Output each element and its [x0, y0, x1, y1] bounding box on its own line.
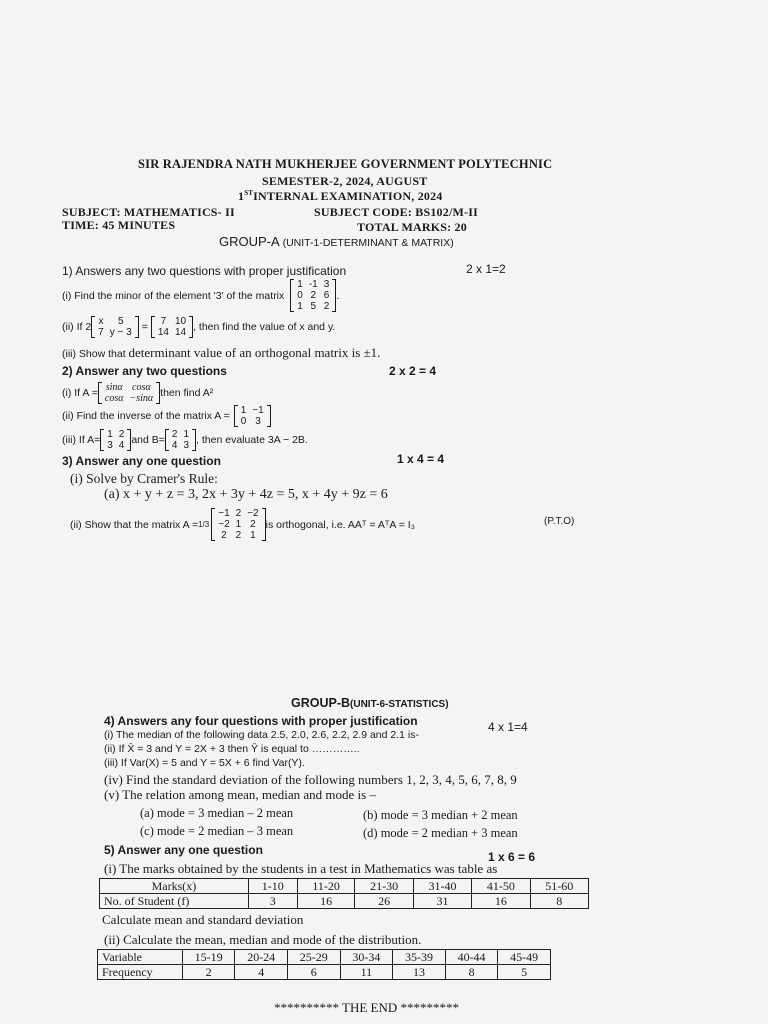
subject-code: SUBJECT CODE: BS102/M-II — [314, 205, 478, 219]
q1-ii-matrix-left: x 5 7 y − 3 — [91, 316, 139, 338]
table-cell: Marks(x) — [100, 879, 249, 894]
distribution-table — [97, 949, 551, 980]
q1-i: (i) Find the minor of the element '3' of the matrix 1 -1 3 0 2 6 1 5 2 . — [62, 279, 340, 312]
option-a: (a) mode = 3 median – 2 mean — [140, 806, 294, 820]
table-cell: 8 — [445, 965, 498, 980]
q2-ii-matrix: 1 −1 0 3 — [234, 405, 271, 427]
pto-note: (P.T.O) — [544, 516, 575, 527]
table-cell: 21-30 — [355, 879, 413, 894]
table-cell: 35-39 — [393, 950, 446, 965]
total-marks: TOTAL MARKS: 20 — [357, 220, 467, 234]
table-cell: 20-24 — [235, 950, 288, 965]
table-cell: Variable — [98, 950, 183, 965]
table-cell: 26 — [355, 894, 413, 909]
q1-ii: (ii) If 2 x 5 7 y − 3 = 7 10 14 14 , then find the value of x and y. — [62, 316, 336, 338]
table-cell: 11 — [340, 965, 393, 980]
group-b-title: GROUP-B(UNIT-6-STATISTICS) — [291, 696, 449, 710]
table-row — [98, 950, 551, 965]
q1-heading: 1) Answers any two questions with proper justification — [62, 264, 347, 278]
table-cell: 4 — [235, 965, 288, 980]
q3-ii-matrix: −1 2 −2 −2 1 2 2 2 1 — [211, 508, 265, 541]
table-cell: 16 — [472, 894, 530, 909]
q2-iii: (iii) If A= 1 2 3 4 and B= 2 1 4 3 , then evaluate 3A − 2B. — [62, 429, 308, 451]
table-cell: 41-50 — [472, 879, 530, 894]
table-cell: 16 — [297, 894, 355, 909]
q5-i-instruction: Calculate mean and standard deviation — [102, 912, 304, 927]
group-a-title: GROUP-A (UNIT-1-DETERMINANT & MATRIX) — [219, 234, 454, 249]
table-cell: 8 — [530, 894, 588, 909]
q4-marks: 4 x 1=4 — [488, 720, 528, 734]
table-cell: 51-60 — [530, 879, 588, 894]
option-d: (d) mode = 2 median + 3 mean — [363, 826, 518, 840]
option-b: (b) mode = 3 median + 2 mean — [363, 808, 518, 822]
q4-v: (v) The relation among mean, median and mode is – — [104, 787, 376, 802]
q3-i: (i) Solve by Cramer's Rule: — [70, 471, 218, 486]
q2-marks: 2 x 2 = 4 — [389, 364, 437, 378]
table-cell: 40-44 — [445, 950, 498, 965]
the-end: ********** THE END ********* — [274, 1000, 460, 1015]
subject: SUBJECT: MATHEMATICS- II — [62, 205, 235, 219]
table-cell: 11-20 — [297, 879, 355, 894]
table-cell: 1-10 — [248, 879, 297, 894]
q1-ii-matrix-right: 7 10 14 14 — [151, 316, 193, 338]
exam-line: 1STINTERNAL EXAMINATION, 2024 — [238, 189, 443, 203]
time: TIME: 45 MINUTES — [62, 218, 176, 232]
q5-ii: (ii) Calculate the mean, median and mode of the distribution. — [104, 932, 422, 947]
table-row — [100, 879, 589, 894]
table-cell: No. of Student (f) — [100, 894, 249, 909]
q5-i: (i) The marks obtained by the students in a test in Mathematics was table as — [104, 861, 498, 876]
q1-iii: (iii) Show that determinant value of an orthogonal matrix is ±1. — [62, 345, 381, 360]
table-cell: 13 — [393, 965, 446, 980]
q3-ii: (ii) Show that the matrix A = 1/3 −1 2 −2 −2 1 2 2 2 1 is orthogonal, i.e. AAᵀ = AᵀA = I₃ — [70, 508, 415, 541]
table-cell: Frequency — [98, 965, 183, 980]
marks-table — [99, 878, 589, 909]
q4-ii: (ii) If X̄ = 3 and Y = 2X + 3 then Ȳ is equal to ………….. — [104, 743, 360, 755]
q2-i-matrix: sinα cosα cosα −sinα — [98, 382, 160, 404]
table-cell: 6 — [287, 965, 340, 980]
table-cell: 31-40 — [413, 879, 471, 894]
q2-iii-matrix-a: 1 2 3 4 — [100, 429, 131, 451]
table-cell: 5 — [498, 965, 551, 980]
table-cell: 2 — [182, 965, 235, 980]
table-cell: 15-19 — [182, 950, 235, 965]
q2-i: (i) If A = sinα cosα cosα −sinα then find A² — [62, 382, 214, 404]
table-row — [98, 965, 551, 980]
q1-i-matrix: 1 -1 3 0 2 6 1 5 2 — [290, 279, 336, 312]
table-cell: 3 — [248, 894, 297, 909]
semester-line: SEMESTER-2, 2024, AUGUST — [262, 174, 428, 188]
table-row — [100, 894, 589, 909]
q2-heading: 2) Answer any two questions — [62, 364, 227, 378]
table-cell: 30-34 — [340, 950, 393, 965]
q4-iii: (iii) If Var(X) = 5 and Y = 5X + 6 find Var(Y). — [104, 757, 305, 769]
q5-marks: 1 x 6 = 6 — [488, 850, 536, 864]
q3-marks: 1 x 4 = 4 — [397, 452, 445, 466]
table-cell: 25-29 — [287, 950, 340, 965]
q3-i-equation: (a) x + y + z = 3, 2x + 3y + 4z = 5, x + 4y + 9z = 6 — [104, 487, 388, 502]
institute-name: SIR RAJENDRA NATH MUKHERJEE GOVERNMENT POLYTECHNIC — [138, 157, 553, 171]
option-c: (c) mode = 2 median – 3 mean — [140, 824, 294, 838]
table-cell: 31 — [413, 894, 471, 909]
q4-heading: 4) Answers any four questions with proper justification — [104, 714, 418, 728]
q5-heading: 5) Answer any one question — [104, 843, 263, 857]
q3-heading: 3) Answer any one question — [62, 454, 221, 468]
table-cell: 45-49 — [498, 950, 551, 965]
q2-ii: (ii) Find the inverse of the matrix A = 1 −1 0 3 — [62, 405, 271, 427]
q4-i: (i) The median of the following data 2.5, 2.0, 2.6, 2.2, 2.9 and 2.1 is- — [104, 729, 419, 741]
q1-marks: 2 x 1=2 — [466, 262, 506, 276]
q4-iv: (iv) Find the standard deviation of the following numbers 1, 2, 3, 4, 5, 6, 7, 8, 9 — [104, 772, 517, 787]
q2-iii-matrix-b: 2 1 4 3 — [165, 429, 196, 451]
